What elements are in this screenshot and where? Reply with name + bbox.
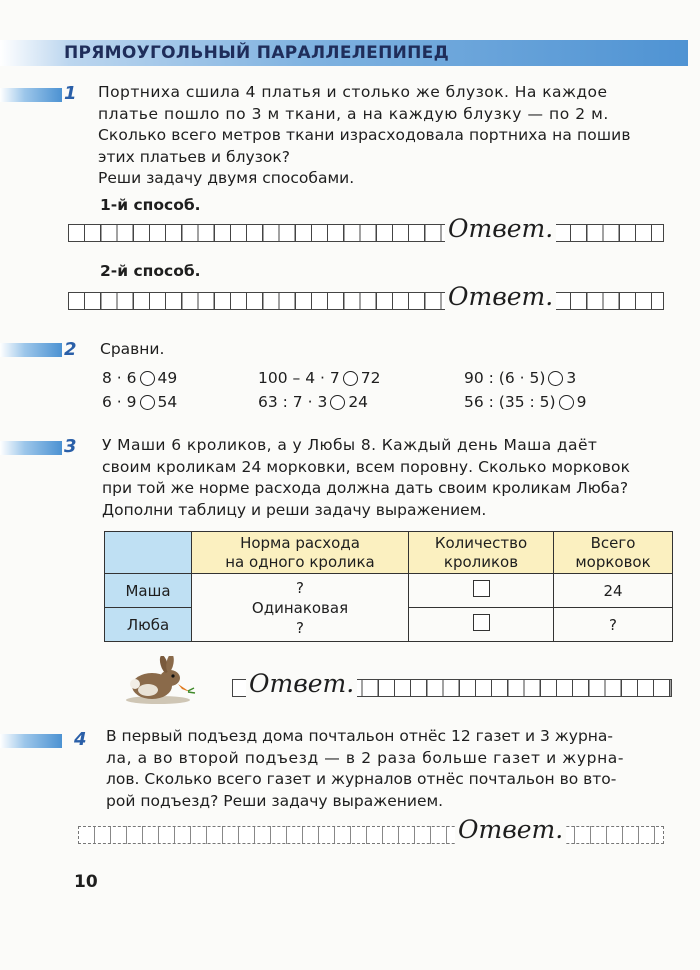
compare-right: 9 — [576, 393, 587, 411]
header-total — [554, 532, 673, 574]
task-1-line: этих платьев и блузок? — [98, 147, 290, 166]
answer-label: Ответ. — [445, 282, 556, 312]
compare-item — [464, 393, 586, 411]
answer-grid-method-2[interactable] — [68, 292, 664, 310]
compare-circle[interactable] — [140, 395, 155, 410]
count-input-luba[interactable] — [473, 614, 490, 631]
compare-right: 24 — [348, 393, 369, 411]
task-1-line: Реши задачу двумя способами. — [98, 169, 355, 187]
task-1-line: Сколько всего метров ткани израсходовала портниха на пошив — [98, 126, 631, 144]
answer-grid-task-4[interactable] — [78, 826, 664, 844]
header-count-line: кроликов — [443, 552, 519, 571]
task-4-number: 4 — [74, 729, 87, 750]
compare-left: 56 : (35 : 5) — [464, 393, 556, 411]
task-1-text — [98, 82, 670, 190]
task-3-number: 3 — [64, 436, 77, 457]
compare-left: 63 : 7 · 3 — [258, 393, 328, 411]
compare-circle[interactable] — [140, 371, 155, 386]
header-rate-line: Норма расхода — [240, 533, 360, 552]
compare-right: 54 — [157, 393, 178, 411]
compare-circle[interactable] — [559, 395, 574, 410]
total-luba[interactable]: ? — [554, 608, 673, 642]
task-3-marker — [0, 441, 62, 455]
rabbit-tail — [130, 679, 140, 689]
task-3-line: Дополни таблицу и реши задачу выражением. — [102, 500, 487, 519]
header-count-line: Количество — [434, 533, 528, 552]
compare-left: 100 – 4 · 7 — [258, 369, 340, 387]
compare-circle[interactable] — [548, 371, 563, 386]
compare-left: 90 : (6 · 5) — [464, 369, 546, 387]
carrot-leaves — [188, 688, 195, 693]
rabbit-belly — [138, 684, 158, 696]
compare-item — [258, 369, 380, 387]
task-1-line: Портниха сшила 4 платья и столько же блузок. На каждое — [98, 83, 608, 101]
answer-label: Ответ. — [455, 815, 566, 845]
compare-item — [102, 393, 177, 411]
task-1-marker — [0, 88, 62, 102]
answer-label: Ответ. — [246, 669, 357, 699]
task-3-line: У Маши 6 кроликов, а у Любы 8. Каждый день Маша даёт — [102, 436, 598, 454]
compare-item — [464, 369, 576, 387]
table-corner-cell — [105, 532, 192, 574]
compare-right: 72 — [360, 369, 381, 387]
task-2-marker — [0, 343, 62, 357]
compare-item — [258, 393, 368, 411]
task-4-text — [106, 726, 670, 812]
compare-left: 8 · 6 — [102, 369, 137, 387]
rabbit-illustration — [122, 656, 200, 706]
answer-grid-method-1[interactable] — [68, 224, 664, 242]
total-masha: 24 — [554, 574, 673, 608]
count-cell-masha — [409, 574, 554, 608]
compare-right: 49 — [157, 369, 178, 387]
row-name-luba: Люба — [105, 608, 192, 642]
task-2-number: 2 — [64, 339, 77, 360]
compare-right: 3 — [566, 369, 577, 387]
task-4-line: ла, а во второй подъезд — в 2 раза больше газет и журна- — [106, 748, 625, 767]
header-total-line: Всего — [590, 533, 636, 552]
rate-luba[interactable]: ? — [296, 618, 304, 637]
task-3-text — [102, 435, 670, 521]
compare-item — [102, 369, 177, 387]
method-1-label: 1-й способ. — [100, 196, 201, 214]
rabbit-head — [160, 670, 180, 686]
task-2-prompt: Сравни. — [100, 340, 165, 358]
task-4-line: В первый подъезд дома почтальон отнёс 12 газет и 3 журна- — [106, 727, 614, 745]
task-4-line: лов. Сколько всего газет и журналов отнёс почтальон во вто- — [106, 770, 617, 788]
rate-masha[interactable]: ? — [296, 578, 304, 597]
count-input-masha[interactable] — [473, 580, 490, 597]
page-number: 10 — [74, 872, 98, 892]
count-cell-luba — [409, 608, 554, 642]
answer-label: Ответ. — [445, 214, 556, 244]
row-name-masha: Маша — [105, 574, 192, 608]
task-1-line: платье пошло по 3 м ткани, а на каждую блузку — по 2 м. — [98, 104, 609, 123]
header-count — [409, 532, 554, 574]
compare-circle[interactable] — [330, 395, 345, 410]
task-3-line: при той же норме расхода должна дать своим кроликам Люба? — [102, 479, 629, 497]
compare-circle[interactable] — [343, 371, 358, 386]
header-rate-line: на одного кролика — [225, 552, 375, 571]
header-rate — [192, 532, 409, 574]
rabbit-eye — [171, 674, 174, 677]
task-3-line: своим кроликам 24 морковки, всем поровну. Сколько морковок — [102, 457, 631, 476]
rate-shared-label: Одинаковая — [251, 598, 349, 617]
task-1-number: 1 — [64, 83, 77, 104]
rate-cell — [192, 574, 409, 642]
header-total-line: морковок — [575, 552, 651, 571]
compare-left: 6 · 9 — [102, 393, 137, 411]
method-2-label: 2-й способ. — [100, 262, 201, 280]
task-4-marker — [0, 734, 62, 748]
task-4-line: рой подъезд? Реши задачу выражением. — [106, 791, 444, 810]
task-3-table — [104, 531, 673, 642]
page-title: ПРЯМОУГОЛЬНЫЙ ПАРАЛЛЕЛЕПИПЕД — [64, 43, 450, 63]
